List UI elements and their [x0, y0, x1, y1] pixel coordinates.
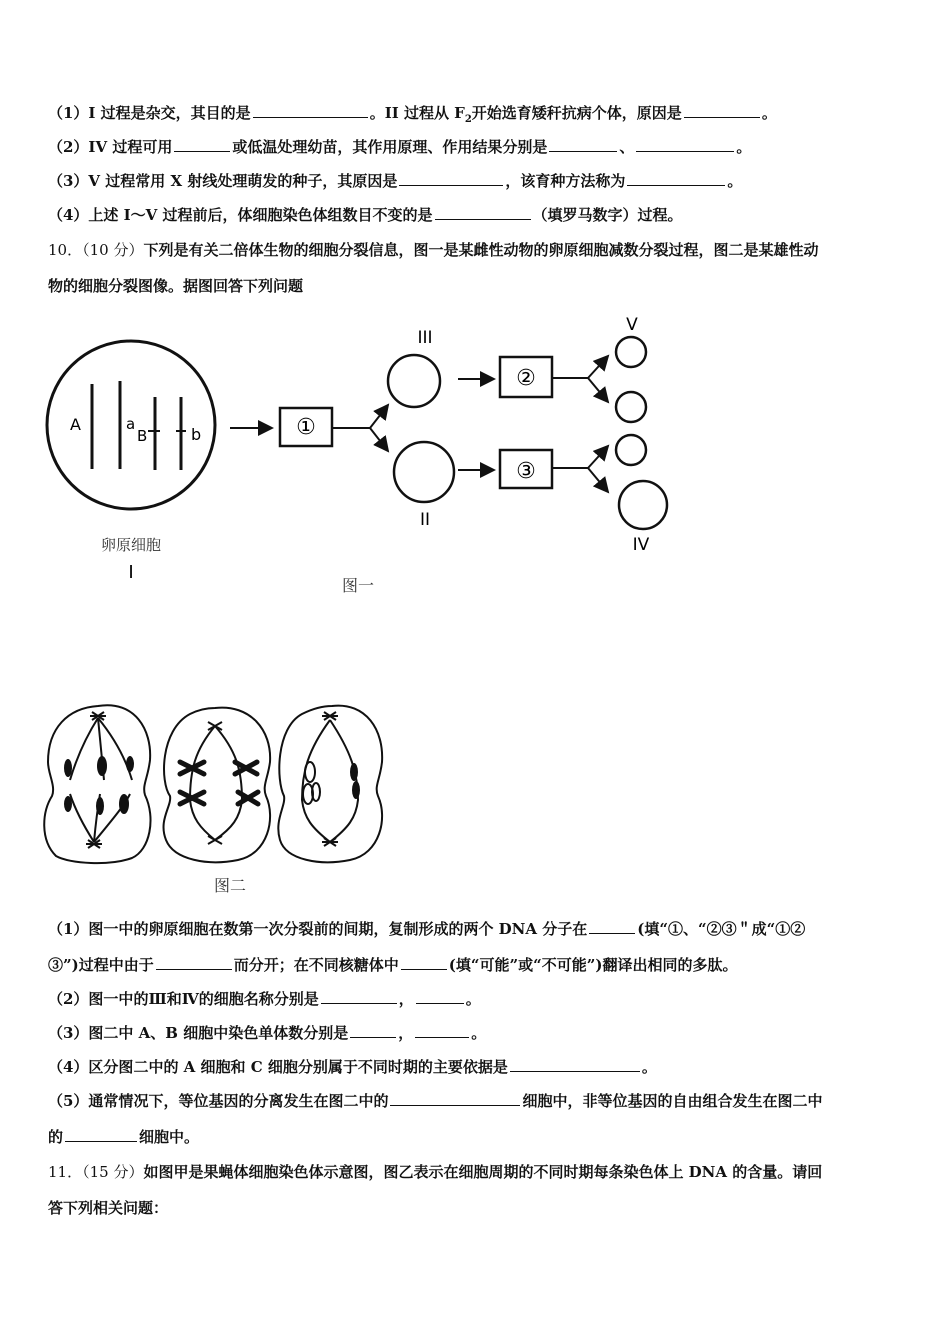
- q10-s2: （2）图一中的Ⅲ和Ⅳ的细胞名称分别是 ， 。: [48, 990, 481, 1008]
- answer-blank[interactable]: [321, 988, 397, 1004]
- answer-blank[interactable]: [636, 136, 734, 152]
- q10-stem: 10．（10 分）下列是有关二倍体生物的细胞分裂信息，图一是某雌性动物的卵原细胞减数分裂过程，图二是某雄性动: [48, 241, 819, 259]
- q10-s4: （4）区分图二中的 A 细胞和 C 细胞分别属于不同时期的主要依据是 。: [48, 1058, 657, 1076]
- cell-label-III: III: [417, 328, 433, 348]
- q10-s1: （1）图一中的卵原细胞在数第一次分裂前的间期，复制形成的两个 DNA 分子在 (填“①、“②③＂成“①②: [48, 920, 806, 938]
- answer-blank[interactable]: [684, 102, 760, 118]
- q10-s5-cont: 的 细胞中。: [48, 1128, 200, 1146]
- cell-II: [394, 442, 454, 502]
- answer-blank[interactable]: [156, 954, 232, 970]
- answer-blank[interactable]: [390, 1090, 520, 1106]
- answer-blank[interactable]: [253, 102, 368, 118]
- answer-blank[interactable]: [401, 954, 447, 970]
- answer-blank[interactable]: [589, 918, 635, 934]
- gene-label: A: [70, 415, 81, 434]
- cell-C: [278, 706, 382, 863]
- cell-B: [164, 708, 271, 863]
- cell-IV: [619, 481, 667, 529]
- oogonium-label: 卵原细胞: [100, 536, 162, 554]
- answer-blank[interactable]: [350, 1022, 396, 1038]
- cell-III: [388, 355, 440, 407]
- process-label-2: ②: [516, 366, 536, 391]
- answer-blank[interactable]: [435, 204, 531, 220]
- cell-V: [616, 337, 646, 367]
- q10-s3: （3）图二中 A、B 细胞中染色单体数分别是 ， 。: [48, 1024, 487, 1042]
- gene-label: b: [191, 425, 202, 444]
- cell-label-II: II: [419, 510, 431, 530]
- figure-1-diagram: [40, 312, 680, 602]
- process-label-3: ③: [516, 459, 536, 484]
- answer-blank[interactable]: [415, 1022, 469, 1038]
- cell-A: [44, 705, 150, 863]
- oogonium-roman: I: [128, 562, 134, 583]
- chromosome-group: [350, 763, 360, 799]
- q10-stem-cont: 物的细胞分裂图像。据图回答下列问题: [48, 277, 304, 295]
- answer-blank[interactable]: [65, 1126, 137, 1142]
- process-label-1: ①: [296, 415, 316, 440]
- cell-label-V: V: [626, 315, 638, 335]
- cell-polar-body: [616, 392, 646, 422]
- cell-polar-body: [616, 435, 646, 465]
- gene-label: a: [126, 415, 136, 433]
- q10-s1-cont: ③”)过程中由于 而分开；在不同核糖体中 (填“可能”或“不可能”)翻译出相同的多肽。: [48, 956, 738, 974]
- answer-blank[interactable]: [549, 136, 617, 152]
- q9-sub3: （3）V 过程常用 X 射线处理萌发的种子，其原因是 ，该育种方法称为 。: [48, 172, 743, 190]
- answer-blank[interactable]: [399, 170, 503, 186]
- q9-sub2: （2）IV 过程可用 或低温处理幼苗，其作用原理、作用结果分别是 、 。: [48, 138, 752, 156]
- answer-blank[interactable]: [174, 136, 230, 152]
- figure-1-caption: 图一: [341, 576, 375, 595]
- gene-label: B: [137, 427, 148, 445]
- q10-s5: （5）通常情况下，等位基因的分离发生在图二中的 细胞中，非等位基因的自由组合发生在图二中: [48, 1092, 823, 1110]
- q9-sub4: （4）上述 I～V 过程前后，体细胞染色体组数目不变的是 （填罗马数字）过程。: [48, 206, 683, 224]
- answer-blank[interactable]: [510, 1056, 640, 1072]
- figure-2-caption: 图二: [213, 876, 247, 895]
- q11-stem: 11．（15 分）如图甲是果蝇体细胞染色体示意图，图乙表示在细胞周期的不同时期每条染色体上 DNA 的含量。请回: [48, 1163, 823, 1181]
- q11-stem-cont: 答下列相关问题：: [48, 1199, 169, 1217]
- answer-blank[interactable]: [416, 988, 464, 1004]
- figure-2-diagram: [40, 700, 400, 900]
- cell-label-IV: IV: [632, 535, 650, 555]
- chromosome-group: [303, 762, 320, 804]
- answer-blank[interactable]: [627, 170, 725, 186]
- q9-sub1: （1）I 过程是杂交，其目的是 。II 过程从 $F_2$开始选育矮秆抗病个体，原因是 。: [48, 104, 777, 125]
